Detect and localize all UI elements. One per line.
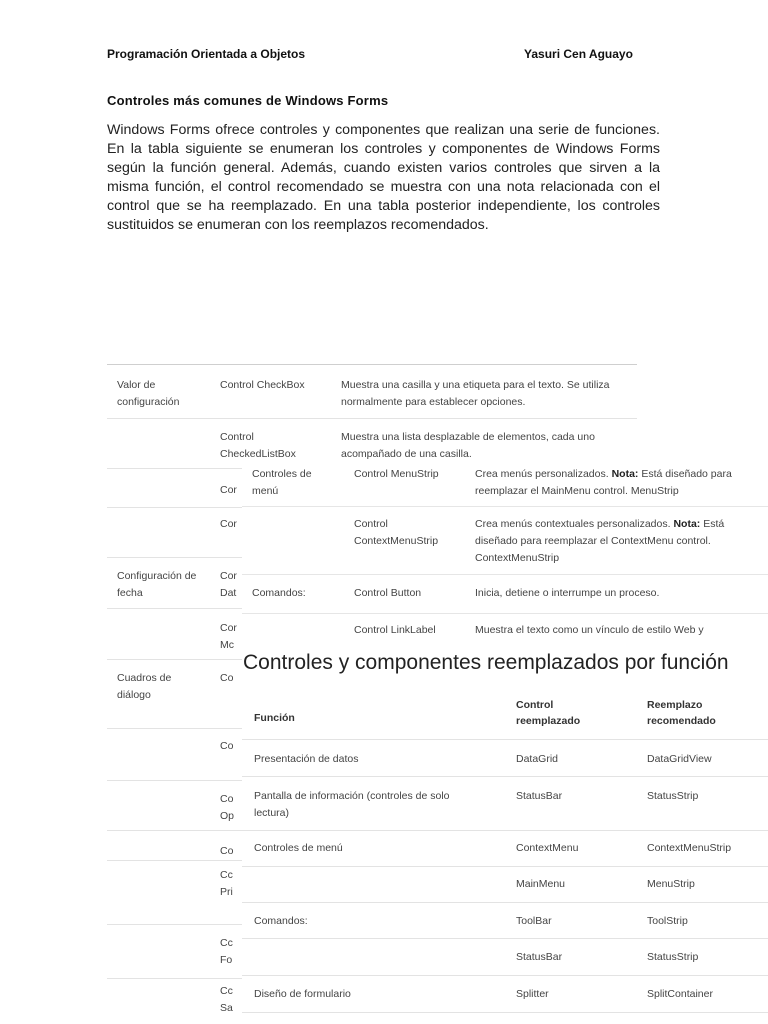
replaced-table-title: Controles y componentes reemplazados por función (243, 651, 729, 674)
table-cell-function: Controles de menú (252, 468, 312, 497)
table-cell-recommended: StatusStrip (647, 951, 699, 963)
table-cell-description: Crea menús contextuales personalizados. Nota: Está diseñado para reemplazar el ContextMenu control. ContextMenuStrip (475, 518, 725, 564)
table-cell-function: Cuadros de diálogo (117, 672, 172, 701)
table-cell-control: Cc Fo (220, 937, 233, 966)
course-header: Programación Orientada a Objetos (107, 47, 306, 61)
table-cell-replaced: Splitter (516, 988, 549, 1000)
table-cell-control: Cor Dat (220, 570, 237, 599)
table-cell-function: Configuración de fecha (117, 570, 197, 599)
table-row (242, 739, 768, 740)
table-cell-replaced: ContextMenu (516, 842, 579, 854)
table-cell-description: Muestra una casilla y una etiqueta para el texto. Se utiliza normalmente para establecer opciones. (341, 379, 610, 408)
table-cell-description: Muestra el texto como un vínculo de estilo Web y (475, 624, 704, 636)
table-cell-replaced: StatusBar (516, 790, 563, 802)
table-cell-recommended: StatusStrip (647, 790, 699, 802)
author-header: Yasuri Cen Aguayo (524, 47, 633, 61)
table-cell-control: Co (220, 672, 234, 684)
header-replaced-control: Control reemplazado (516, 699, 581, 727)
table-cell-replaced: ToolBar (516, 915, 552, 927)
table-cell-control: Cor (220, 518, 237, 530)
table-cell-control: Co (220, 740, 234, 752)
table-cell-function: Pantalla de información (controles de solo lectura) (254, 790, 450, 819)
table-cell-description: Crea menús personalizados. Nota: Está diseñado para reemplazar el MainMenu control. MenuStrip (475, 468, 732, 497)
table-cell-control: Control CheckBox (220, 379, 305, 391)
table-cell-function: Comandos: (254, 915, 308, 927)
table-row (242, 975, 768, 976)
table-cell-replaced: MainMenu (516, 878, 566, 890)
table-row (242, 830, 768, 831)
table-top-border (107, 364, 637, 365)
table-cell-control: Cc Sa (220, 985, 233, 1014)
section-title: Controles más comunes de Windows Forms (107, 93, 389, 108)
table-cell-recommended: DataGridView (647, 753, 712, 765)
table-row (242, 776, 768, 777)
table-row (242, 1012, 768, 1013)
table-row (242, 613, 768, 614)
table-cell-control: Control CheckedListBox (220, 431, 296, 460)
table-cell-control: Control ContextMenuStrip (354, 518, 439, 547)
table-cell-control: Cor Mc (220, 622, 237, 651)
table-row (242, 938, 768, 939)
table-cell-control: Control Button (354, 587, 422, 599)
header-function: Función (254, 712, 295, 724)
table-row (242, 902, 768, 903)
table-cell-recommended: ToolStrip (647, 915, 688, 927)
table-cell-description: Muestra una lista desplazable de elementos, cada uno acompañado de una casilla. (341, 431, 595, 460)
table-cell-control: Control MenuStrip (354, 468, 439, 480)
header-recommended-replacement: Reemplazo recomendado (647, 699, 716, 727)
table-row (242, 506, 768, 507)
table-row (107, 418, 637, 419)
intro-paragraph: Windows Forms ofrece controles y componentes que realizan una serie de funciones. En la tabla siguiente se enumeran los controles y componentes de Windows Forms según la función general. Además, cuando existen varios controles que sirven a la misma función, el control recomendado se muestra con una nota relacionada con el control que se ha reemplazado. En una tabla posterior independiente, los controles sustituidos se enumeran con los reemplazos recomendados. (107, 122, 660, 233)
replaced-controls-table (242, 646, 768, 1024)
table-cell-function: Diseño de formulario (254, 988, 351, 1000)
table-cell-control: Co (220, 845, 234, 857)
table-cell-replaced: StatusBar (516, 951, 563, 963)
table-cell-control: Cc Pri (220, 869, 233, 898)
table-cell-control: Control LinkLabel (354, 624, 436, 636)
table-cell-function: Valor de configuración (117, 379, 180, 408)
table-cell-description: Inicia, detiene o interrumpe un proceso. (475, 587, 660, 599)
table-cell-recommended: ContextMenuStrip (647, 842, 732, 854)
table-cell-recommended: MenuStrip (647, 878, 695, 890)
table-row (242, 574, 768, 575)
table-row (242, 866, 768, 867)
table-cell-function: Comandos: (252, 587, 306, 599)
table-cell-function: Controles de menú (254, 842, 343, 854)
table-cell-recommended: SplitContainer (647, 988, 713, 1000)
table-cell-control: Co Op (220, 793, 235, 822)
menus-commands-table (242, 460, 768, 646)
table-cell-replaced: DataGrid (516, 753, 559, 765)
table-cell-control: Cor (220, 484, 237, 496)
table-cell-function: Presentación de datos (254, 753, 359, 765)
